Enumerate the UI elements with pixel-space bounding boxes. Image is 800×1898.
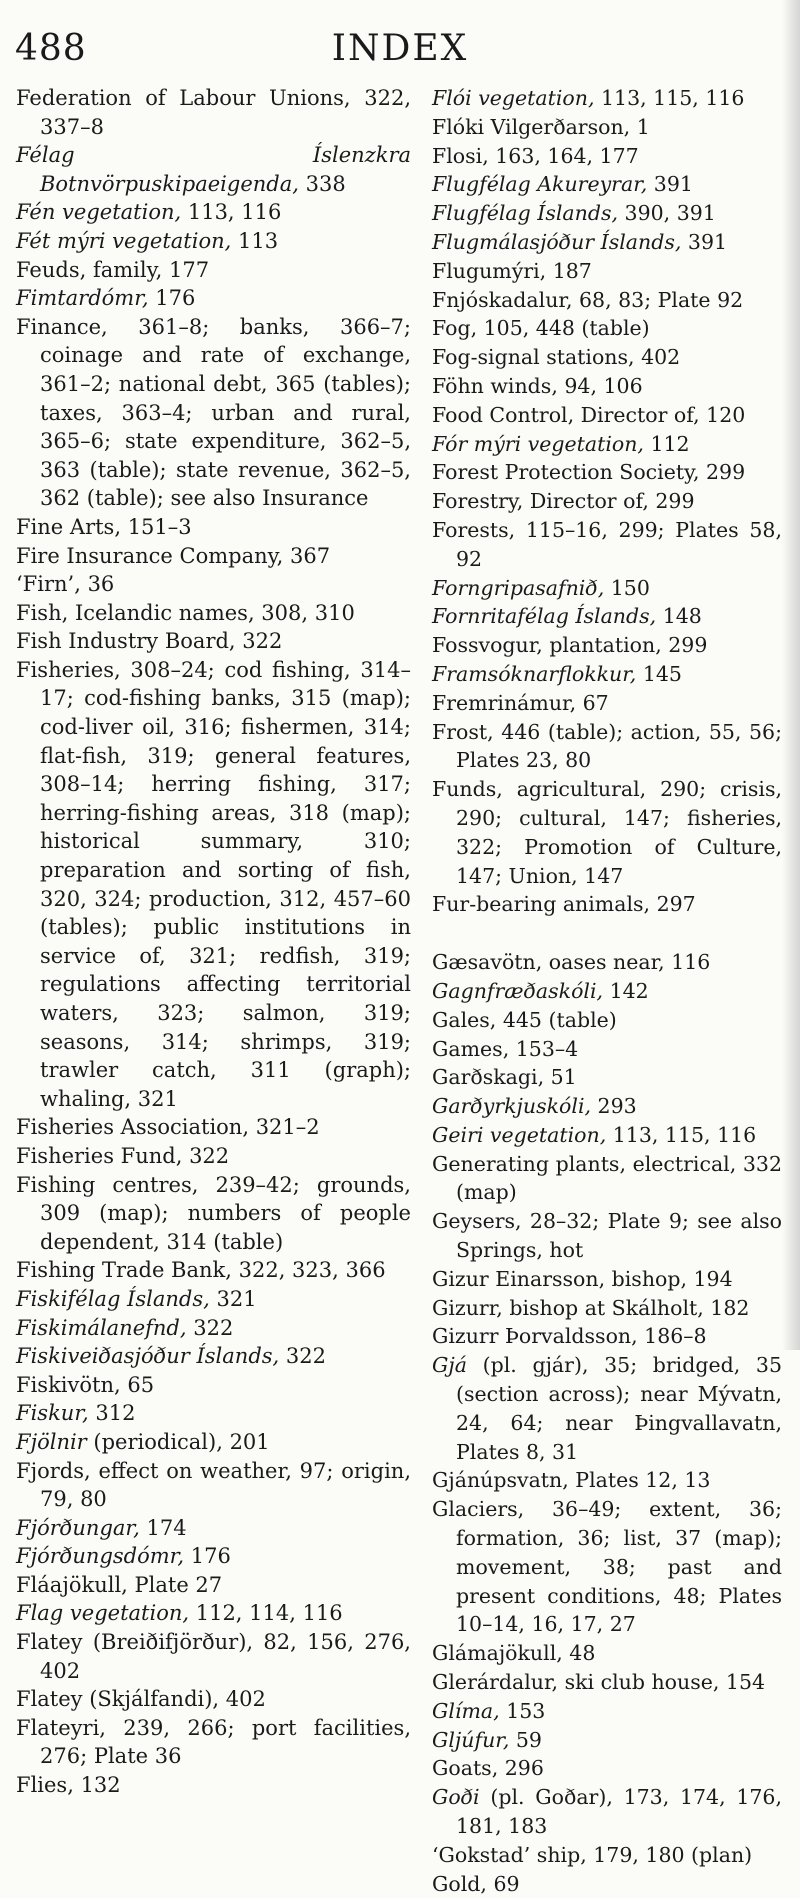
index-entry-heading: Gizurr Þorvaldsson, xyxy=(432,1324,638,1349)
index-entry-references: 36 xyxy=(80,572,115,597)
index-entry-heading: Glíma, xyxy=(432,1698,500,1723)
index-entry-heading: Flosi, xyxy=(432,143,489,168)
index-entry-references: 322 xyxy=(182,1143,230,1168)
index-entry xyxy=(16,542,411,571)
index-entry-references: 113 xyxy=(231,228,279,253)
index-entry-heading: Games, xyxy=(432,1036,510,1061)
index-entry-references: 322 xyxy=(235,629,283,654)
index-entry-references: 148 xyxy=(656,604,702,629)
index-entry xyxy=(16,256,411,285)
index-entry-references: 115–16, 299; Plates 58, 92 xyxy=(456,517,782,571)
index-entry-references: 112 xyxy=(643,431,690,456)
index-entry-references: (pl. gjár), 35; bridged, 35 (section across); near Mývatn, 24, 64; near Þingvallavatn, Plates 8, 31 xyxy=(456,1353,782,1464)
index-entry-references: 391 xyxy=(681,229,728,254)
index-entry-references: 332 (map) xyxy=(456,1151,782,1205)
index-entry-heading: Forest Protection Society, xyxy=(432,460,700,485)
index-column-left xyxy=(16,84,411,1800)
index-entry xyxy=(16,656,411,1114)
index-entry xyxy=(432,1754,782,1783)
index-entry-heading: Flugumýri, xyxy=(432,258,547,283)
page-header xyxy=(0,0,800,78)
index-entry xyxy=(432,343,782,372)
index-entry-heading: Gjánúpsvatn, xyxy=(432,1468,569,1493)
index-entry xyxy=(432,199,782,228)
index-entry-heading: Fiskivötn, xyxy=(16,1372,121,1397)
index-entry xyxy=(432,257,782,286)
index-entry-heading: Flóki Vilgerðarson, xyxy=(432,114,631,139)
index-entry-references: 446 (table); action, 55, 56; Plates 23, 80 xyxy=(456,719,782,773)
index-entry-references: 239, 266; port facilities, 276; Plate 36 xyxy=(40,1715,411,1769)
index-entry-references: 154 xyxy=(719,1670,766,1695)
index-entry-heading: Flatey (Skjálfandi), xyxy=(16,1687,220,1712)
index-entry xyxy=(16,1771,411,1800)
index-entry-heading: ‘Gokstad’ ship, xyxy=(432,1842,587,1867)
index-entry-heading: Fnjóskadalur, xyxy=(432,287,573,312)
index-entry-references: 391 xyxy=(647,172,693,197)
index-entry-heading: Frost, xyxy=(432,719,494,744)
index-entry-heading: Fiskur, xyxy=(16,1401,89,1426)
index-entry-references: (periodical), 201 xyxy=(86,1429,270,1454)
index-entry-heading: Fimtardómr, xyxy=(16,286,149,311)
index-entry-references: 322 xyxy=(186,1315,234,1340)
index-entry-references: 187 xyxy=(546,258,592,283)
index-entry xyxy=(16,599,411,628)
index-entry-references: 239–42; grounds, 309 (map); numbers of people dependent, 314 (table) xyxy=(40,1172,411,1254)
index-entry-heading: Goði xyxy=(432,1785,480,1810)
index-entry-heading: Gæsavötn, oases near, xyxy=(432,950,665,975)
index-entry-references: 116 xyxy=(664,950,711,975)
index-entry-references: 194 xyxy=(687,1266,733,1291)
index-entry xyxy=(432,401,782,430)
index-entry xyxy=(16,313,411,513)
index-entry-references: 105, 448 (table) xyxy=(477,316,650,341)
index-entry xyxy=(16,1599,411,1628)
index-entry-heading: Flatey (Breiðifjörður), xyxy=(16,1630,254,1655)
index-entry-heading: Fish, Icelandic names, xyxy=(16,600,255,625)
index-entry-references: 179, 180 (plan) xyxy=(586,1842,753,1867)
index-entry-references: 28–32; Plate 9; see also Springs, hot xyxy=(456,1209,782,1263)
index-entry xyxy=(432,84,782,113)
index-entry-references: 321–2 xyxy=(249,1115,320,1140)
index-entry-heading: Fór mýri vegetation, xyxy=(432,431,644,456)
index-entry xyxy=(16,1256,411,1285)
index-entry xyxy=(16,1428,411,1457)
index-entry xyxy=(16,1628,411,1685)
index-entry xyxy=(16,1571,411,1600)
index-entry-references: 293 xyxy=(591,1094,637,1119)
index-entry xyxy=(432,574,782,603)
index-entry-heading: Fjords, effect on weather, xyxy=(16,1458,292,1483)
index-entry-heading: Félag Íslenzkra Botnvörpuskipaeigenda, xyxy=(16,143,411,196)
index-entry xyxy=(16,1113,411,1142)
index-entry xyxy=(432,1294,782,1323)
index-entry-heading: Fremrinámur, xyxy=(432,690,577,715)
index-entry-references: Plate 27 xyxy=(127,1572,223,1597)
index-entry xyxy=(16,1285,411,1314)
index-entry-references: 112, 114, 116 xyxy=(189,1601,343,1626)
index-entry-references: 299 xyxy=(661,633,708,658)
index-entry-heading: Fjórðungsdómr, xyxy=(16,1544,185,1569)
index-entry-references: 113, 115, 116 xyxy=(606,1122,757,1147)
index-entry-references: 186–8 xyxy=(637,1324,707,1349)
index-entry-heading: Garðyrkjuskóli, xyxy=(432,1094,592,1119)
index-entry-heading: Fishing Trade Bank, xyxy=(16,1258,232,1283)
index-entry-references: 82, 156, 276, 402 xyxy=(40,1630,411,1683)
index-entry-heading: Gales, xyxy=(432,1007,497,1032)
index-entry xyxy=(16,1342,411,1371)
page-title: INDEX xyxy=(331,28,469,69)
index-entry-heading: Goats, xyxy=(432,1756,499,1781)
index-entry-heading: Fish Industry Board, xyxy=(16,629,236,654)
index-entry xyxy=(16,227,411,256)
index-entry-heading: Food Control, Director of, xyxy=(432,402,700,427)
index-entry-references: 94, 106 xyxy=(557,373,643,398)
index-entry-heading: Fén vegetation, xyxy=(16,200,182,225)
index-entry-heading: Gjá xyxy=(432,1353,467,1378)
index-entry-references: 322, 337–8 xyxy=(40,86,412,139)
index-entry xyxy=(432,1121,782,1150)
index-entry xyxy=(432,631,782,660)
index-entry xyxy=(16,284,411,313)
index-entry-heading: Framsóknarflokkur, xyxy=(432,661,637,686)
index-entry xyxy=(432,228,782,257)
index-entry xyxy=(432,718,782,776)
section-break xyxy=(432,919,782,948)
index-entry-heading: Fine Arts, xyxy=(16,514,122,539)
index-entry xyxy=(432,1697,782,1726)
index-entry-heading: Forngripasafnið, xyxy=(432,575,605,600)
index-entry-references: 153–4 xyxy=(509,1036,579,1061)
index-entry-references: 174 xyxy=(139,1515,187,1540)
index-entry-references: 299 xyxy=(648,489,695,514)
index-entry xyxy=(432,1265,782,1294)
index-entry-references: 65 xyxy=(120,1372,155,1397)
index-entry-references: 176 xyxy=(148,286,196,311)
index-entry xyxy=(16,1371,411,1400)
index-entry xyxy=(432,1351,782,1466)
index-entry xyxy=(432,1006,782,1035)
index-entry-heading: Forests, xyxy=(432,517,516,542)
index-entry-heading: Fishing centres, xyxy=(16,1172,199,1197)
index-entry xyxy=(432,775,782,890)
index-entry xyxy=(16,1314,411,1343)
index-entry-heading: Glaciers, xyxy=(432,1497,525,1522)
index-entry xyxy=(16,141,411,198)
index-entry-heading: Gizurr, bishop at Skálholt, xyxy=(432,1295,704,1320)
index-entry-heading: Funds, xyxy=(432,777,503,802)
index-entry xyxy=(432,948,782,977)
index-entry-heading: Fjórðungar, xyxy=(16,1515,140,1540)
index-entry-references: 308, 310 xyxy=(254,600,355,625)
index-entry-references: 97; origin, 79, 80 xyxy=(40,1458,411,1512)
index-entry-heading: Föhn winds, xyxy=(432,373,558,398)
index-entry-heading: Garðskagi, xyxy=(432,1065,545,1090)
index-entry-references: 322 xyxy=(279,1344,326,1369)
index-entry-heading: Feuds, family, xyxy=(16,257,163,282)
index-entry-heading: Fiskiveiðasjóður Íslands, xyxy=(16,1344,280,1369)
index-entry-references: 445 (table) xyxy=(496,1007,617,1032)
index-entry-references: 299 xyxy=(699,460,746,485)
index-entry-references: agricultural, 290; crisis, 290; cultural, 147; fisheries, 322; Promotion of Culture, 147; Union, 147 xyxy=(456,777,782,888)
index-entry-heading: Fog, xyxy=(432,316,478,341)
index-entry xyxy=(432,890,782,919)
index-entry-references: 390, 391 xyxy=(618,201,716,226)
index-entry-references: 51 xyxy=(544,1065,577,1090)
index-entry-heading: Fláajökull, xyxy=(16,1572,128,1597)
index-entry-heading: Fire Insurance Company, xyxy=(16,543,284,568)
index-entry xyxy=(432,1063,782,1092)
index-entry-heading: Fiskifélag Íslands, xyxy=(16,1286,210,1311)
index-entry xyxy=(432,1870,782,1898)
index-entry xyxy=(16,198,411,227)
index-entry-heading: Fisheries Association, xyxy=(16,1115,250,1140)
index-entry-references: 36–49; extent, 36; formation, 36; list, 37 (map); movement, 38; past and present conditions, 48; Plates 10–14, 16, 17, 27 xyxy=(456,1497,782,1637)
index-entry-references: 48 xyxy=(562,1641,596,1666)
index-entry xyxy=(432,1092,782,1121)
index-entry-references: 312 xyxy=(88,1401,136,1426)
index-entry xyxy=(432,286,782,315)
index-entry-heading: Gljúfur, xyxy=(432,1727,510,1752)
index-entry-heading: Flateyri, xyxy=(16,1715,106,1740)
index-entry-references: 68, 83; Plate 92 xyxy=(572,287,744,312)
index-entry-heading: Forestry, Director of, xyxy=(432,489,649,514)
index-entry-heading: Geysers, xyxy=(432,1209,522,1234)
index-entry-heading: Glerárdalur, ski club house, xyxy=(432,1670,720,1695)
index-entry-references: 402 xyxy=(219,1687,266,1712)
index-entry xyxy=(16,627,411,656)
index-entry-heading: Fiskimálanefnd, xyxy=(16,1315,187,1340)
index-entry xyxy=(16,570,411,599)
index-entry-references: 367 xyxy=(283,543,331,568)
index-entry xyxy=(432,1495,782,1639)
index-entry-references: 113, 116 xyxy=(181,200,282,225)
index-entry-references: 69 xyxy=(486,1871,520,1896)
index-entry-heading: ‘Firn’, xyxy=(16,572,81,597)
index-entry-heading: Gizur Einarsson, bishop, xyxy=(432,1266,687,1291)
index-entry xyxy=(432,1726,782,1755)
index-entry-references: (pl. Goðar), 173, 174, 176, 181, 183 xyxy=(456,1785,782,1839)
index-entry xyxy=(432,660,782,689)
index-entry xyxy=(16,1685,411,1714)
index-entry-references: 297 xyxy=(650,892,696,917)
index-entry-heading: Flag vegetation, xyxy=(16,1601,190,1626)
index-entry-references: 113, 115, 116 xyxy=(594,86,745,110)
index-entry-references: 176 xyxy=(184,1544,231,1569)
index-entry xyxy=(432,458,782,487)
index-entry-heading: Gold, xyxy=(432,1871,487,1896)
index-entry-references: 1 xyxy=(630,114,650,139)
index-entry-heading: Fog-signal stations, xyxy=(432,345,635,370)
index-entry xyxy=(16,1399,411,1428)
index-entry xyxy=(432,142,782,171)
index-entry xyxy=(432,1207,782,1265)
index-entry-references: 322, 323, 366 xyxy=(231,1258,386,1283)
index-entry xyxy=(432,372,782,401)
index-entry-heading: Fur-bearing animals, xyxy=(432,892,651,917)
index-entry xyxy=(16,1171,411,1257)
index-entry-references: 59 xyxy=(509,1727,542,1752)
index-entry xyxy=(16,1457,411,1514)
index-entry-heading: Fjölnir xyxy=(16,1429,87,1454)
index-entry xyxy=(16,513,411,542)
index-entry-references: 120 xyxy=(699,402,746,427)
index-entry xyxy=(432,977,782,1006)
index-entry xyxy=(432,430,782,459)
index-entry-references: 151–3 xyxy=(121,514,192,539)
index-entry-heading: Flugfélag Akureyrar, xyxy=(432,172,648,197)
index-entry xyxy=(432,1150,782,1208)
index-entry-heading: Federation of Labour Unions, xyxy=(16,86,351,110)
index-entry-references: 402 xyxy=(634,345,681,370)
index-column-right xyxy=(432,84,782,1898)
index-entry-references: 132 xyxy=(73,1773,121,1798)
index-entry xyxy=(432,1322,782,1351)
index-entry-heading: Fét mýri vegetation, xyxy=(16,228,232,253)
index-entry-references: 321 xyxy=(209,1286,257,1311)
index-entry xyxy=(432,170,782,199)
index-entry-heading: Flies, xyxy=(16,1773,74,1798)
index-entry-references: 338 xyxy=(298,171,346,196)
index-entry-heading: Generating plants, electrical, xyxy=(432,1151,737,1176)
index-entry xyxy=(432,1466,782,1495)
index-entry xyxy=(432,1783,782,1841)
index-entry-heading: Fisheries, xyxy=(16,657,121,682)
index-entry xyxy=(432,689,782,718)
index-entry-heading: Glámajökull, xyxy=(432,1641,563,1666)
index-entry-references: 145 xyxy=(636,661,682,686)
index-entry-heading: Fisheries Fund, xyxy=(16,1143,183,1168)
index-entry xyxy=(432,1841,782,1870)
index-entry xyxy=(432,602,782,631)
index-entry xyxy=(16,84,411,141)
index-entry-heading: Fornritafélag Íslands, xyxy=(432,604,657,629)
page-number: 488 xyxy=(15,28,87,69)
index-entry xyxy=(432,487,782,516)
index-entry-references: 163, 164, 177 xyxy=(488,143,639,168)
page-edge-shadow xyxy=(782,0,800,1350)
index-entry-references: 182 xyxy=(703,1295,750,1320)
index-entry xyxy=(16,1542,411,1571)
index-entry-heading: Fossvogur, plantation, xyxy=(432,633,662,658)
index-entry xyxy=(16,1714,411,1771)
index-entry-heading: Flugfélag Íslands, xyxy=(432,201,619,226)
index-entry-heading: Gagnfræðaskóli, xyxy=(432,978,604,1003)
index-entry-references: 142 xyxy=(603,978,649,1003)
index-entry-heading: Flugmálasjóður Íslands, xyxy=(432,229,682,254)
index-entry-references: 153 xyxy=(499,1698,546,1723)
index-entry-references: 308–24; cod fishing, 314–17; cod-fishing banks, 315 (map); cod-liver oil, 316; fishermen, 314; flat-fish, 319; general features, 308–14; herring fishing, 317; herring-fishing areas, 318 (map); historical summary, 310; preparation and sorting of fish, 320, 324; production, 312, 457–60 (tables); public institutions in service of, 321; redfish, 319; regulations affecting territorial waters, 323; salmon, 319; seasons, 314; shrimps, 319; trawler catch, 311 (graph); whaling, 321 xyxy=(40,657,411,1111)
index-entry xyxy=(432,113,782,142)
index-entry xyxy=(432,1639,782,1668)
index-entry xyxy=(432,516,782,574)
index-entry xyxy=(432,1668,782,1697)
index-entry-references: 150 xyxy=(604,575,650,600)
index-entry-references: 361–8; banks, 366–7; coinage and rate of exchange, 361–2; national debt, 365 (tables); taxes, 363–4; urban and rural, 365–6; state expenditure, 362–5, 363 (table); state revenue, 362–5, 362 (table); see also Insurance xyxy=(40,314,411,511)
index-entry-references: 296 xyxy=(498,1756,544,1781)
index-entry-references: 67 xyxy=(576,690,609,715)
index-entry xyxy=(432,314,782,343)
index-entry-references: 177 xyxy=(162,257,210,282)
index-entry-heading: Flói vegetation, xyxy=(432,86,595,110)
index-entry xyxy=(432,1035,782,1064)
index-entry xyxy=(16,1142,411,1171)
index-entry xyxy=(16,1514,411,1543)
index-entry-heading: Geiri vegetation, xyxy=(432,1122,607,1147)
index-entry-references: Plates 12, 13 xyxy=(568,1468,711,1493)
index-entry-heading: Finance, xyxy=(16,314,108,339)
